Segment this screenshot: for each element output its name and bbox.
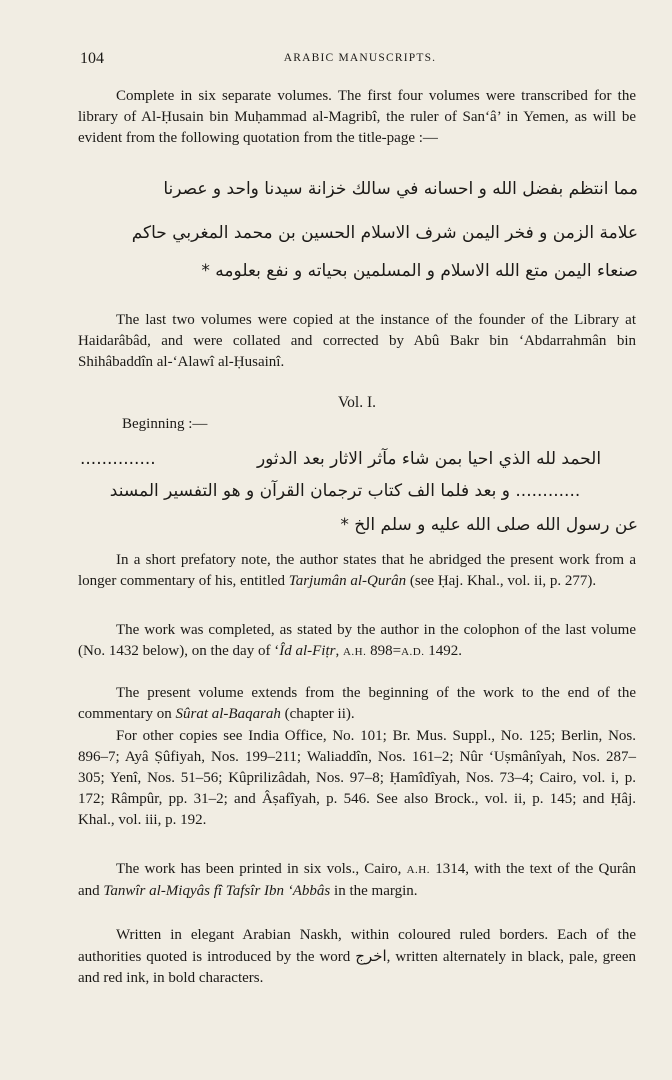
- script-description-paragraph: [78, 925, 636, 989]
- italic-term: Îd al-Fiṭr: [279, 643, 336, 659]
- page-header: [80, 50, 640, 72]
- small-caps: A.H.: [406, 864, 430, 876]
- last-two-volumes-paragraph: The last two volumes were copied at the instance of the founder of the Library at Haidarâbâd, and were collated and corrected by Abû Bakr bin ‘Abdarrahmân bin Shihâbaddîn al-‘Alawî al-Ḥusainî.: [78, 312, 636, 370]
- text-run: 1314, with the text of the Qurân and: [78, 861, 636, 899]
- text-run: 1492.: [424, 643, 462, 659]
- arabic-beginning-line-2: [80, 478, 638, 504]
- arabic-word: اخرج: [355, 947, 387, 965]
- text-run: 898=: [366, 643, 402, 659]
- arabic-quote-line-3: صنعاء اليمن متع الله الاسلام و المسلمين بحياته و نفع بعلومه *: [201, 261, 638, 281]
- extent-paragraph: [78, 683, 636, 725]
- text-run: Written in elegant Arabian Naskh, within coloured ruled borders. Each of the authorities quoted is introduced by the word: [78, 927, 636, 965]
- intro-paragraph: Complete in six separate volumes. The first four volumes were transcribed for the library of Al-Ḥusain bin Muḥammad al-Magribî, the ruler of San‘â’ in Yemen, as will be evident from the following quotation from the title-page :—: [78, 88, 636, 146]
- small-caps: A.H.: [342, 646, 367, 658]
- volume-heading: Vol. I.: [337, 394, 377, 411]
- completion-paragraph: [78, 620, 636, 663]
- page-number: 104: [80, 50, 104, 67]
- arabic-quote-line-1: مما انتظم بفضل الله و احسانه في سالك خزانة سيدنا واحد و عصرنا: [163, 179, 638, 199]
- beginning-label: Beginning :—: [122, 416, 208, 432]
- text-run: ,: [335, 643, 343, 659]
- text-run: (chapter ii).: [280, 706, 355, 722]
- prefatory-note-paragraph: [78, 550, 636, 592]
- running-title: ARABIC MANUSCRIPTS.: [283, 52, 437, 64]
- printed-edition-paragraph: [78, 859, 636, 902]
- arabic-text: و بعد فلما الف كتاب ترجمان القرآن و هو التفسير المسند: [109, 481, 510, 501]
- ellipsis-dots: ..............: [80, 449, 156, 469]
- text-run: In a short prefatory note, the author states that he abridged the present work from a longer commentary of his, entitled: [78, 552, 636, 589]
- arabic-beginning-line-3: عن رسول الله صلى الله عليه و سلم الخ *: [340, 515, 638, 535]
- italic-title: Tanwîr al-Miqyâs fî Tafsîr Ibn ‘Abbâs: [103, 883, 331, 899]
- text-run: (see Ḥaj. Khal., vol. ii, p. 277).: [406, 573, 597, 589]
- italic-title: Tarjumân al-Qurân: [288, 573, 407, 589]
- small-caps: A.D.: [401, 646, 425, 658]
- text-run: The work was completed, as stated by the author in the colophon of the last volume (No. 1432 below), on the day of ‘: [78, 622, 636, 659]
- text-run: , written alternately in black, pale, green and red ink, in bold characters.: [78, 949, 636, 986]
- text-run: The present volume extends from the beginning of the work to the end of the commentary on: [78, 685, 636, 722]
- other-copies-paragraph: For other copies see India Office, No. 101; Br. Mus. Suppl., No. 125; Berlin, Nos. 896–7; Ayâ Ṣûfiyah, Nos. 199–211; Waliaddîn, Nos. 161–2; Nûr ‘Uṣmânîyah, Nos. 287–305; Yenî, Nos. 51–56; Kûprilizâdah, Nos. 97–8; Ḥamîdîyah, Nos. 73–4; Cairo, vol. i, p. 172; Râmpûr, pp. 31–2; and Âṣafîyah, p. 546. See also Brock., vol. ii, p. 145; and Ḥâj. Khal., vol. iii, p. 192.: [78, 728, 636, 828]
- italic-title: Sûrat al-Baqarah: [175, 706, 281, 722]
- ellipsis-dots: ............: [515, 481, 581, 501]
- arabic-quote-line-2: علامة الزمن و فخر اليمن شرف الاسلام الحسين بن محمد المغربي حاكم: [131, 223, 638, 243]
- arabic-beginning-line-1: [80, 446, 638, 472]
- text-run: in the margin.: [330, 883, 418, 899]
- arabic-text: الحمد لله الذي احيا بمن شاء مآثر الاثار بعد الدثور: [256, 449, 602, 469]
- text-run: The work has been printed in six vols., Cairo,: [116, 861, 407, 877]
